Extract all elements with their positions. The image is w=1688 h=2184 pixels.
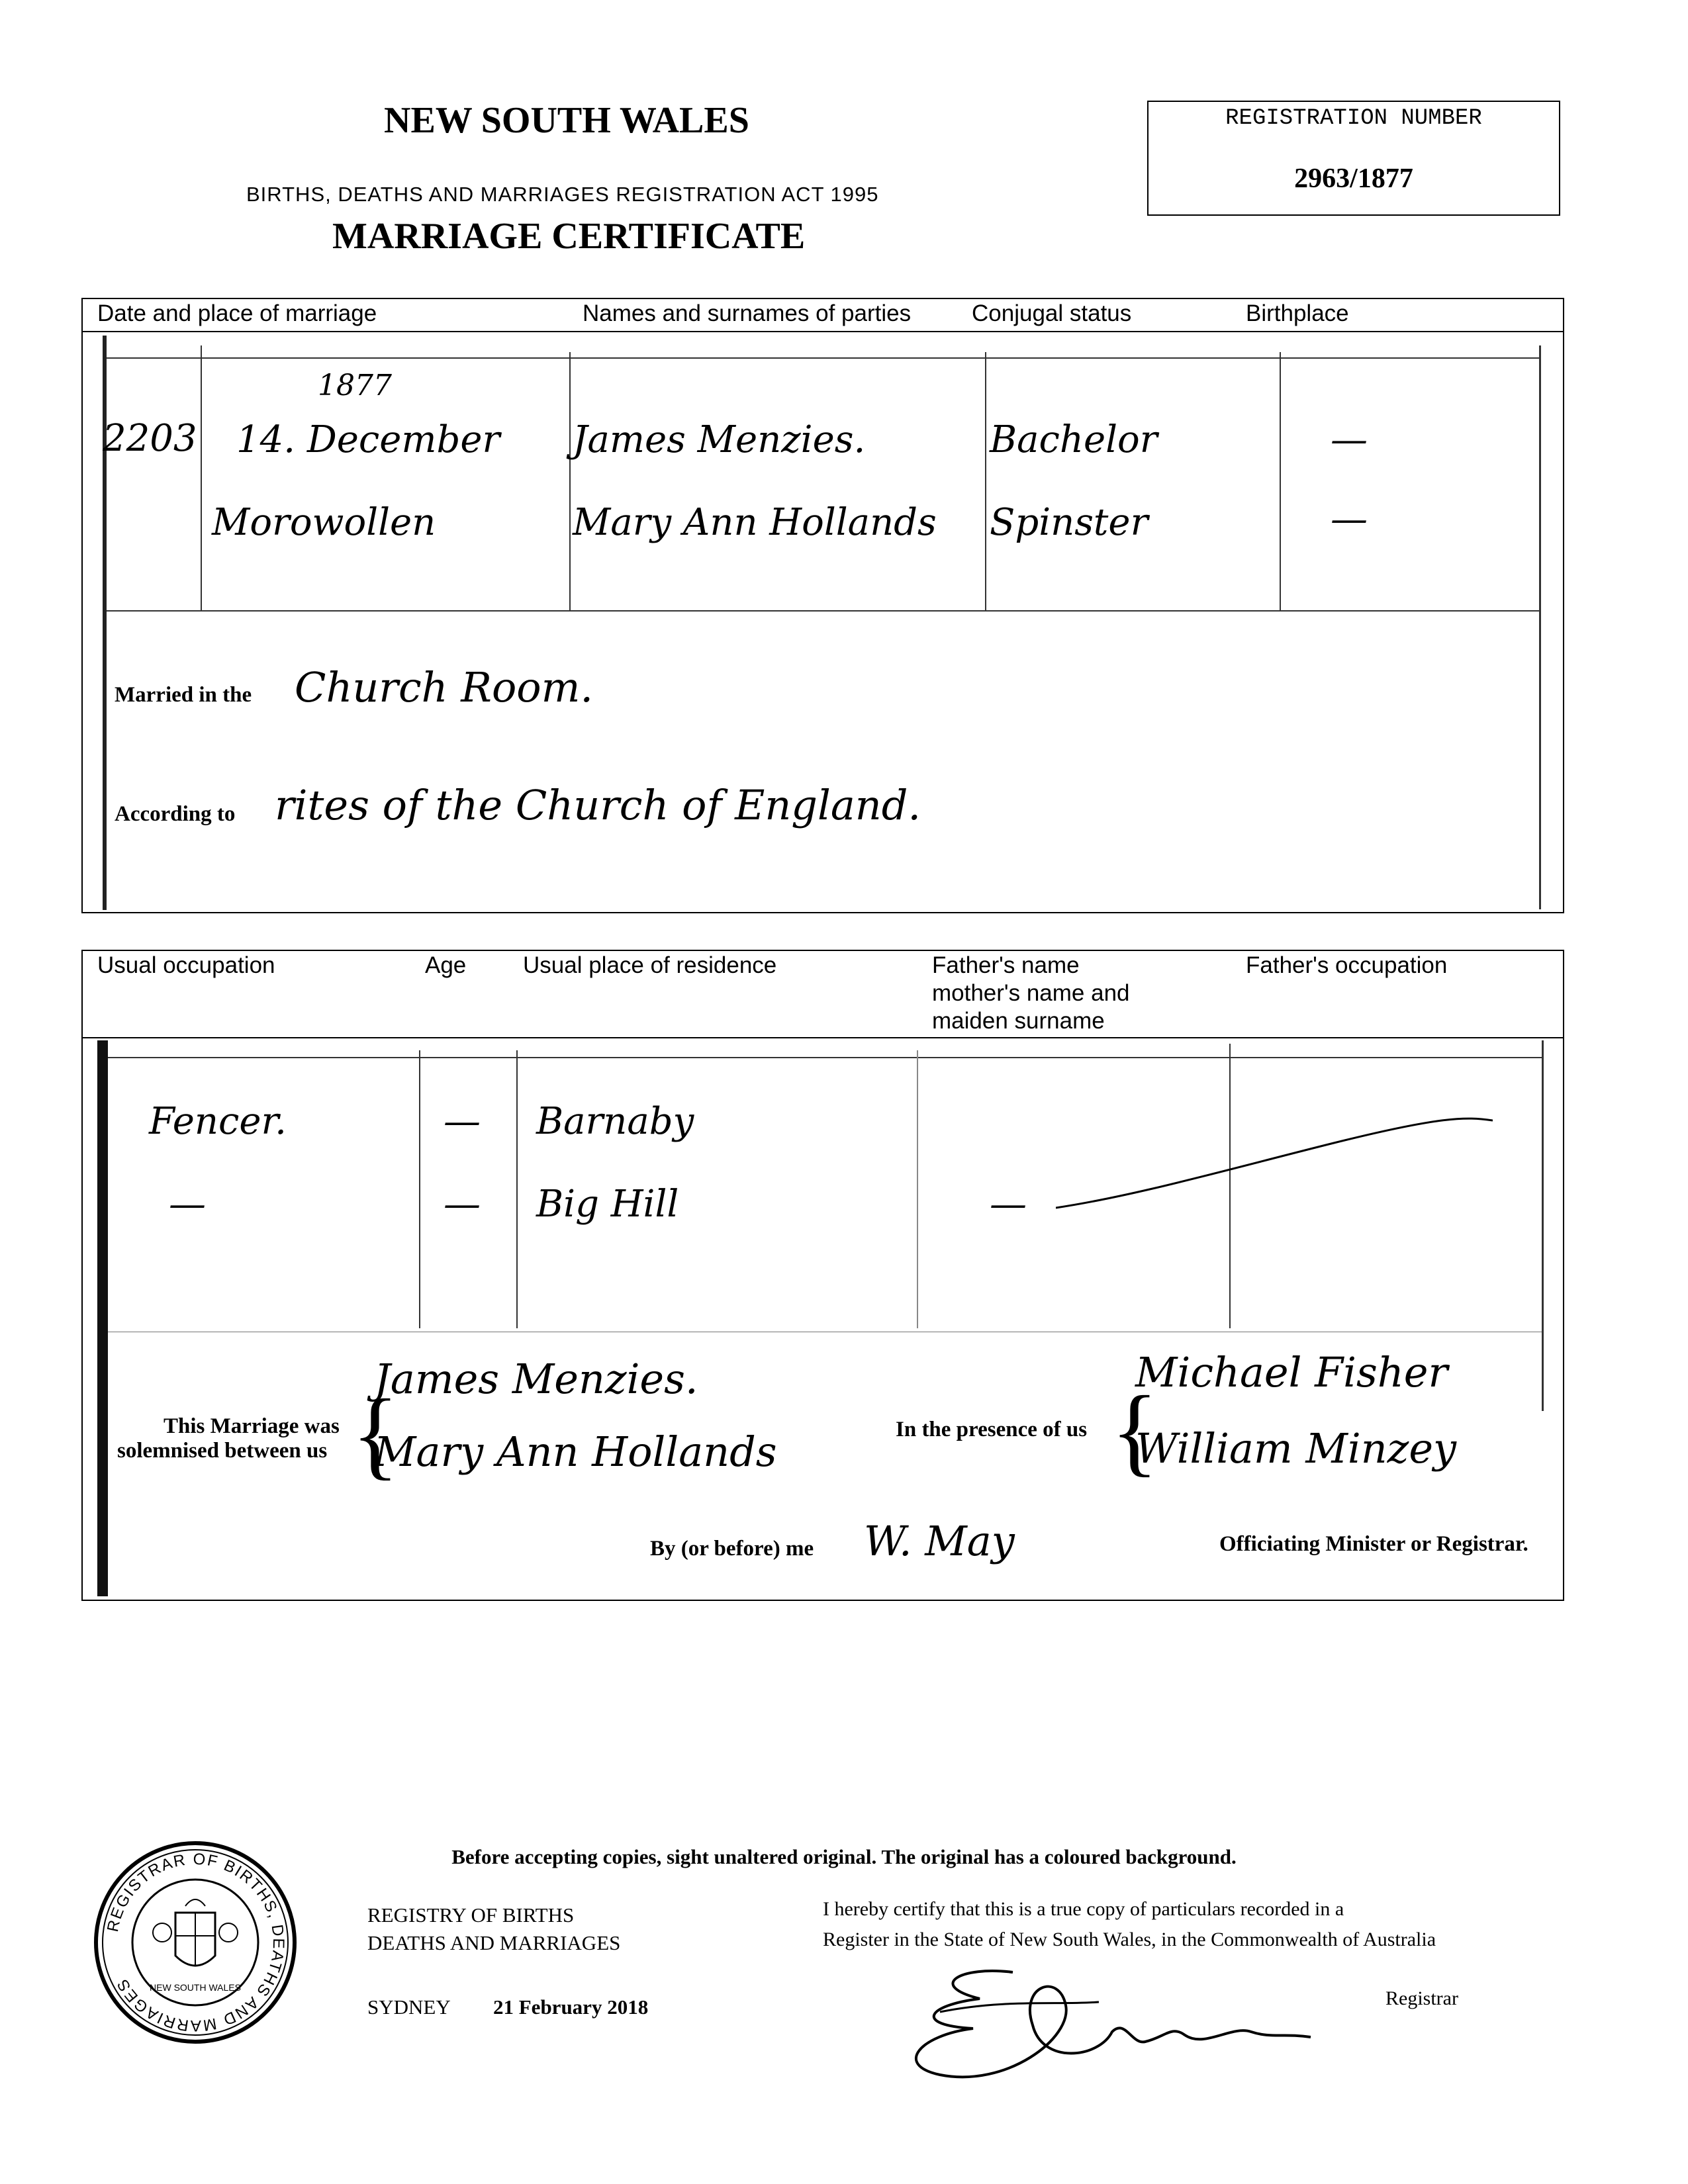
registrar-seal-logo — [93, 1840, 298, 2045]
seal-inner-text: NEW SOUTH WALES — [150, 1982, 241, 1993]
marriage-place: Morowollen — [212, 501, 436, 544]
signature-groom: James Menzies. — [374, 1355, 698, 1403]
col-rule-7 — [917, 1050, 918, 1328]
fathers-name-dash: — — [990, 1183, 1027, 1226]
occupation-2: — — [169, 1183, 206, 1226]
party-1-status: Bachelor — [990, 418, 1158, 461]
registrar-signature — [900, 1959, 1324, 2091]
header-occupation: Usual occupation — [97, 952, 275, 978]
registration-box — [1147, 101, 1560, 216]
entry-number: 2203 — [103, 417, 197, 460]
registry-city: SYDNEY — [367, 1995, 451, 2019]
minister-signature: W. May — [864, 1517, 1015, 1565]
presence-label: In the presence of us — [896, 1418, 1088, 1441]
header-divider — [83, 331, 1563, 332]
scan-top-rule-2 — [108, 1057, 1542, 1058]
header-age: Age — [425, 952, 467, 978]
party-1-name: James Menzies. — [573, 418, 866, 461]
header-conjugal-status: Conjugal status — [972, 300, 1132, 326]
certificate-title: MARRIAGE CERTIFICATE — [332, 216, 806, 257]
party-2-name: Mary Ann Hollands — [573, 501, 937, 544]
solemnised-label-2: solemnised between us — [117, 1439, 328, 1463]
scan-left-border-2 — [97, 1040, 108, 1596]
age-1: — — [444, 1100, 481, 1143]
header-residence: Usual place of residence — [523, 952, 777, 978]
ditto-stroke-line — [1056, 1116, 1493, 1216]
col-rule-3 — [985, 352, 986, 610]
minister-title: Officiating Minister or Registrar. — [1219, 1532, 1528, 1556]
registrar-label: Registrar — [1385, 1987, 1458, 2009]
issue-date: 21 February 2018 — [493, 1995, 649, 2019]
header-maiden-surname: maiden surname — [932, 1008, 1105, 1034]
header-date-place: Date and place of marriage — [97, 300, 377, 326]
registration-number: 2963/1877 — [1294, 163, 1413, 194]
scan-right-border — [1539, 345, 1541, 909]
certification-line-2: Register in the State of New South Wales, in the Commonwealth of Australia — [823, 1929, 1436, 1950]
authenticity-notice: Before accepting copies, sight unaltered original. The original has a coloured background. — [451, 1845, 1237, 1868]
party-2-birthplace: — — [1331, 498, 1368, 541]
seal-ring-text: REGISTRAR OF BIRTHS, DEATHS AND MARRIAGES — [103, 1850, 288, 2035]
certification-line-1: I hereby certify that this is a true copy of particulars recorded in a — [823, 1898, 1344, 1920]
registry-line-2: DEATHS AND MARRIAGES — [367, 1931, 621, 1954]
left-brace: { — [352, 1379, 399, 1489]
col-rule-6 — [516, 1050, 518, 1328]
according-to-value: rites of the Church of England. — [275, 781, 921, 829]
residence-2: Big Hill — [536, 1183, 679, 1226]
marriage-year: 1877 — [318, 369, 392, 402]
header-fathers-occupation: Father's occupation — [1246, 952, 1448, 978]
col-rule-4 — [1280, 352, 1281, 610]
marriage-date: 14. December — [236, 418, 500, 461]
scan-middle-rule — [107, 610, 1539, 612]
registry-line-1: REGISTRY OF BIRTHS — [367, 1903, 575, 1927]
header-mothers-name: mother's name and — [932, 980, 1130, 1006]
age-2: — — [444, 1183, 481, 1226]
scan-right-border-2 — [1542, 1040, 1544, 1411]
married-in-value: Church Room. — [295, 663, 594, 711]
scan-top-rule — [107, 357, 1539, 359]
occupation-1: Fencer. — [149, 1100, 287, 1143]
act-title: BIRTHS, DEATHS AND MARRIAGES REGISTRATION ACT 1995 — [246, 183, 879, 206]
header-birthplace: Birthplace — [1246, 300, 1349, 326]
residence-1: Barnaby — [536, 1100, 694, 1143]
registration-label: REGISTRATION NUMBER — [1225, 106, 1482, 131]
party-1-birthplace: — — [1331, 418, 1368, 461]
marriage-details-section — [81, 298, 1564, 913]
state-title: NEW SOUTH WALES — [384, 100, 749, 141]
witness-2: William Minzey — [1135, 1424, 1457, 1473]
according-to-label: According to — [115, 802, 236, 826]
col-rule-2 — [569, 352, 571, 610]
party-2-status: Spinster — [990, 501, 1149, 544]
header-names: Names and surnames of parties — [583, 300, 912, 326]
witness-1: Michael Fisher — [1135, 1348, 1448, 1396]
solemnised-label-1: This Marriage was — [164, 1414, 340, 1438]
signature-bride: Mary Ann Hollands — [374, 1428, 777, 1476]
right-brace: { — [1111, 1376, 1158, 1486]
by-before-label: By (or before) me — [650, 1537, 814, 1561]
parties-details-section — [81, 950, 1564, 1601]
col-rule-1 — [201, 345, 202, 610]
married-in-label: Married in the — [115, 683, 252, 707]
col-rule-5 — [419, 1050, 420, 1328]
header-fathers-name: Father's name — [932, 952, 1080, 978]
header-divider-2 — [83, 1037, 1563, 1038]
